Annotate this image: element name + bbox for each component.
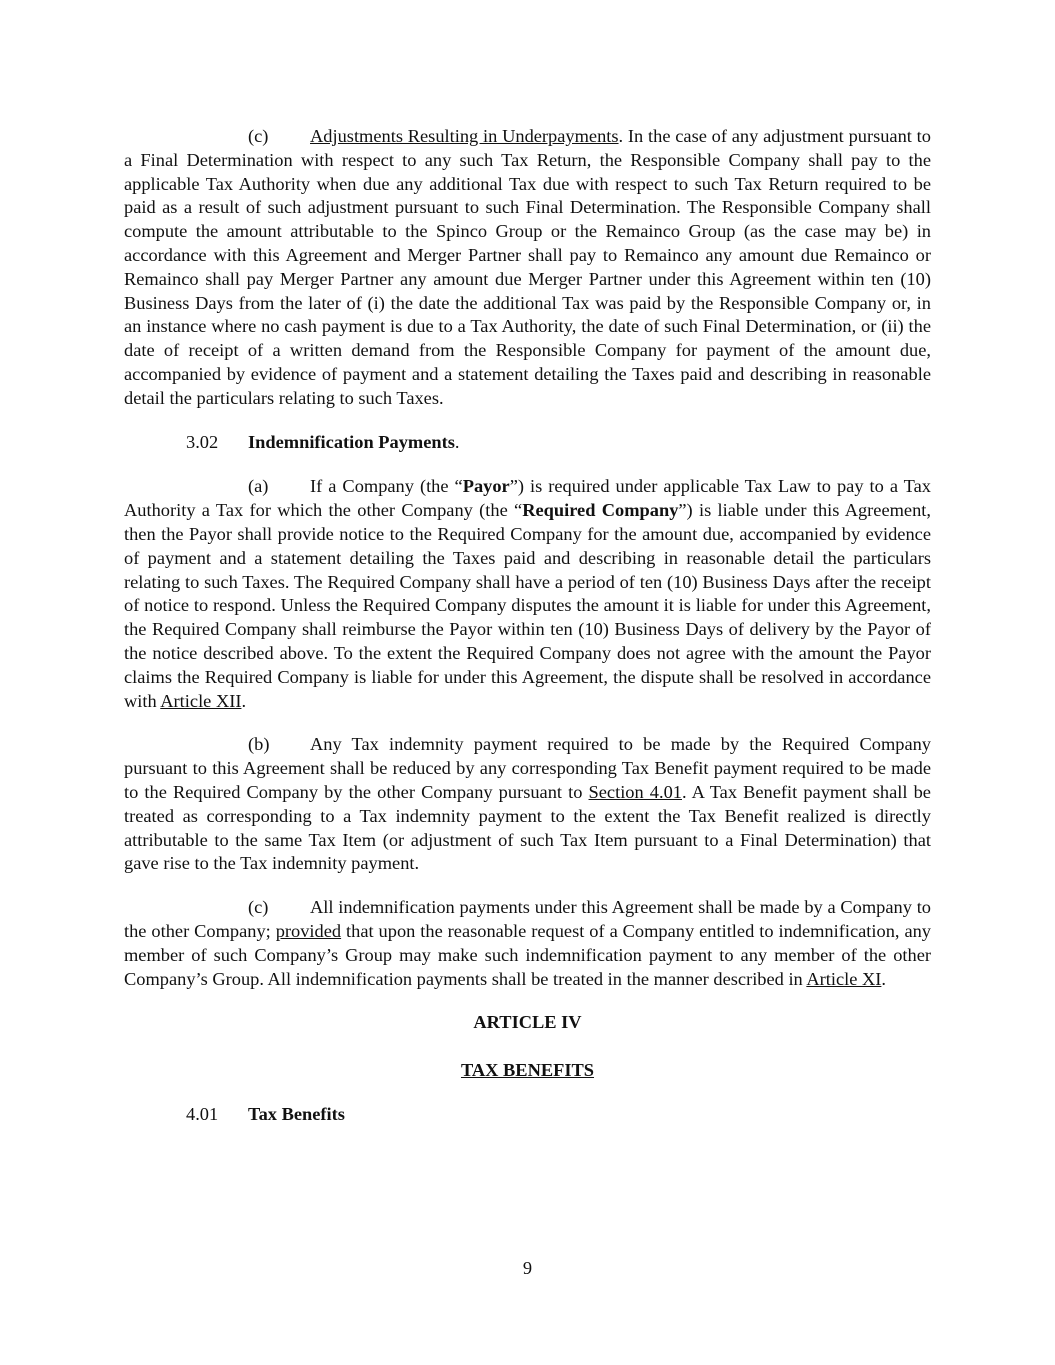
provided-term: provided xyxy=(275,920,342,941)
article-heading: ARTICLE IV xyxy=(473,1012,582,1033)
paragraph-text: In the case of any adjustment pursuant to a Final Determination with respect to any such Tax Return, the Responsible Company shall pay to the applicable Tax Authority when due any additional Tax due with respect to such Tax Return required to be paid as a result of such adjustment pursuant to such Final Determination. The Responsible Company shall compute the amount attributable to the Spinco Group or the Remainco Group (as the case may be) in accordance with this Agreement and Merger Partner shall pay to Remainco any amount due Remainco or Remainco shall pay Merger Partner any amount due Merger Partner under this Agreement within ten (10) Business Days from the later of (i) the date the additional Tax was paid by the Responsible Company or, in an instance where no cash payment is due to a Tax Authority, the date of such Final Determination, or (ii) the date of receipt of a written demand from the Responsible Company for payment of the amount due, accompanied by evidence of payment and a statement detailing the Taxes paid and describing in reasonable detail the particulars relating to such Taxes. xyxy=(124,126,931,408)
paragraph-label: (c) xyxy=(248,126,269,146)
document-page xyxy=(124,125,931,1127)
paragraph-a-payor: (a) If a Company (the “Payor”) is required under applicable Tax Law to pay to a Tax Authority a Tax for which the other Company (the “Required Company”) is liable under this Agreement, then the Payor shall provide notice to the Required Company for the amount due, accompanied by evidence of payment and a statement detailing the Taxes paid and describing in reasonable detail the particulars relating to such Taxes. The Required Company shall have a period of ten (10) Business Days after the receipt of notice to respond. Unless the Required Company disputes the amount it is liable for under this Agreement, the Required Company shall reimburse the Payor within ten (10) Business Days of delivery by the Payor of the notice described above. To the extent the Required Company does not agree with the amount the Payor claims the Required Company is liable for under this Agreement, the dispute shall be resolved in accordance with Article XII. xyxy=(124,476,931,711)
section-heading-4-01 xyxy=(124,1103,931,1127)
section-number: 3.02 xyxy=(186,431,219,452)
defined-term-payor: Payor xyxy=(462,476,510,497)
page-number: 9 xyxy=(522,1258,533,1278)
paragraph-b-tax-indemnity: (b) Any Tax indemnity payment required to be made by the Required Company pursuant to this Agreement shall be reduced by any corresponding Tax Benefit payment required to be made to the Required Company by the other Company pursuant to Section 4.01. A Tax Benefit payment shall be treated as corresponding to a Tax indemnity payment to the extent the Tax Benefit realized is directly attributable to the same Tax Item (or adjustment of such Tax Item pursuant to a Final Determination) that gave rise to the Tax indemnity payment. xyxy=(124,734,931,874)
paragraph-heading: Adjustments Resulting in Underpayments xyxy=(310,126,619,146)
paragraph-label: (b) xyxy=(248,734,270,755)
article-title: TAX BENEFITS xyxy=(460,1060,595,1081)
defined-term-required-company: Required Company xyxy=(522,500,679,521)
paragraph-c-indemnification: (c) All indemnification payments under this Agreement shall be made by a Company to the other Company; provided that upon the reasonable request of a Company entitled to indemnification, any member of such Company’s Group may make such indemnification payment to any member of the other Company’s Group. All indemnification payments shall be treated in the manner described in Article XI. xyxy=(124,897,931,989)
section-title: Indemnification Payments xyxy=(248,431,455,452)
section-number: 4.01 xyxy=(186,1103,219,1124)
paragraph-label: (a) xyxy=(248,476,269,497)
article-xi-link[interactable]: Article XI xyxy=(806,968,882,989)
paragraph-label: (c) xyxy=(248,897,269,918)
section-4-01-link[interactable]: Section 4.01 xyxy=(588,781,682,802)
paragraph-c-adjustments: (c) Adjustments Resulting in Underpayments. In the case of any adjustment pursuant to a Final Determination with respect to any such Tax Return, the Responsible Company shall pay to the applicable Tax Authority when due any additional Tax due with respect to such Tax Return required to be paid as a result of such adjustment pursuant to such Final Determination. The Responsible Company shall compute the amount attributable to the Spinco Group or the Remainco Group (as the case may be) in accordance with this Agreement and Merger Partner shall pay to Remainco any amount due Remainco or Remainco shall pay Merger Partner any amount due Merger Partner under this Agreement within ten (10) Business Days from the later of (i) the date the additional Tax was paid by the Responsible Company or, in an instance where no cash payment is due to a Tax Authority, the date of such Final Determination, or (ii) the date of receipt of a written demand from the Responsible Company for payment of the amount due, accompanied by evidence of payment and a statement detailing the Taxes paid and describing in reasonable detail the particulars relating to such Taxes. xyxy=(124,126,931,408)
article-xii-link[interactable]: Article XII xyxy=(160,690,242,711)
section-heading-3-02: 3.02 Indemnification Payments. xyxy=(124,431,931,455)
section-title: Tax Benefits xyxy=(248,1103,345,1124)
